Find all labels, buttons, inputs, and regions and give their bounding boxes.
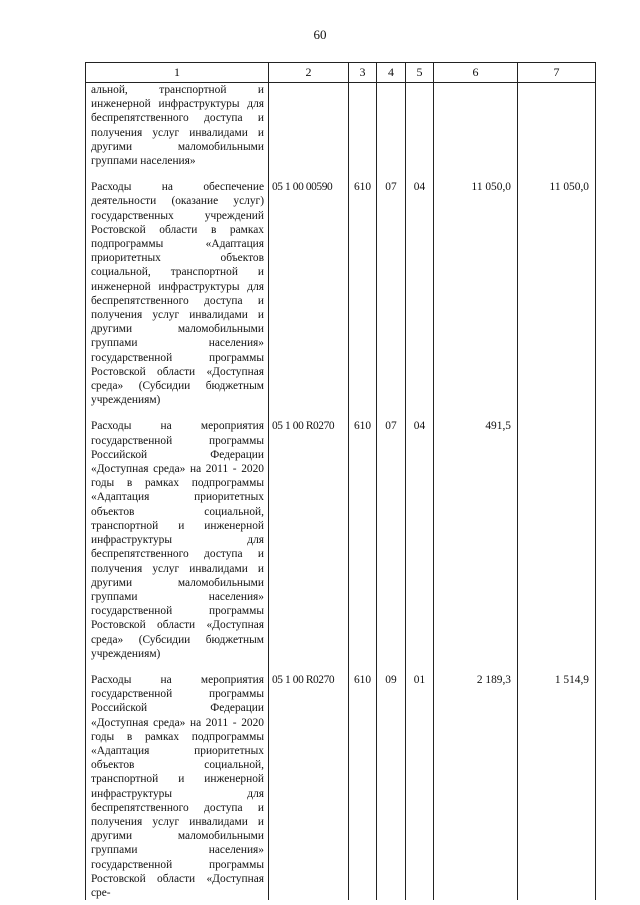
row-col4: 07: [377, 180, 406, 407]
row-col4: 07: [377, 419, 406, 660]
row-sum1: 491,5: [434, 419, 518, 660]
row-code: 05 1 00 R0270: [269, 419, 349, 660]
table-row: [86, 83, 596, 169]
row-col3: 610: [349, 180, 377, 407]
row-col5: 04: [406, 419, 434, 660]
table-header-row: [86, 63, 596, 83]
row-description: Расходы на мероприятия государственной программы Российской Федерации «Доступная среда» на 2011 - 2020 годы в рамках подпрограммы «Адаптация приоритетных объектов социальной, транспортной и инженерной инфраструктуры для беспрепятственного доступа и получения услуг инвалидами и другими маломобильными группами населения» государственной программы Ростовской области «Доступная сре-: [86, 673, 269, 900]
row-sum1: 11 050,0: [434, 180, 518, 407]
row-sum2: [518, 83, 596, 169]
page-number: 60: [313, 27, 327, 42]
budget-table: [85, 62, 596, 900]
row-col5: 04: [406, 180, 434, 407]
row-col4: 09: [377, 673, 406, 900]
column-header: 7: [518, 63, 596, 83]
row-col4: [377, 83, 406, 169]
row-col3: 610: [349, 673, 377, 900]
row-description: Расходы на обеспечение деятельности (оказание услуг) государственных учреждений Ростовской области в рамках подпрограммы «Адаптация приоритетных объектов социальной, транспортной и инженерной инфраструктуры для беспрепятственного доступа и получения услуг инвалидами и другими маломобильными группами населения» государственной программы Ростовской области «Доступная среда» (Субсидии бюджетным учреждениям): [86, 180, 269, 407]
row-col5: [406, 83, 434, 169]
row-description: Расходы на мероприятия государственной программы Российской Федерации «Доступная среда» на 2011 - 2020 годы в рамках подпрограммы «Адаптация приоритетных объектов социальной, транспортной и инженерной инфраструктуры для беспрепятственного доступа и получения услуг инвалидами и другими маломобильными группами населения» государственной программы Ростовской области «Доступная среда» (Субсидии бюджетным учреждениям): [86, 419, 269, 660]
column-header: 2: [269, 63, 349, 83]
row-code: 05 1 00 R0270: [269, 673, 349, 900]
column-header: 1: [86, 63, 269, 83]
row-description: альной, транспортной и инженерной инфраструктуры для беспрепятственного доступа и получения услуг инвалидами и другими маломобильными группами населения»: [86, 83, 269, 169]
row-sum1: 2 189,3: [434, 673, 518, 900]
table-row: [86, 419, 596, 660]
row-code: 05 1 00 00590: [269, 180, 349, 407]
table-row: [86, 673, 596, 900]
row-sum1: [434, 83, 518, 169]
table-row: [86, 180, 596, 407]
row-sum2: 1 514,9: [518, 673, 596, 900]
row-col3: [349, 83, 377, 169]
column-header: 4: [377, 63, 406, 83]
row-code: [269, 83, 349, 169]
column-header: 5: [406, 63, 434, 83]
row-col5: 01: [406, 673, 434, 900]
row-sum2: [518, 419, 596, 660]
row-col3: 610: [349, 419, 377, 660]
row-sum2: 11 050,0: [518, 180, 596, 407]
column-header: 6: [434, 63, 518, 83]
column-header: 3: [349, 63, 377, 83]
